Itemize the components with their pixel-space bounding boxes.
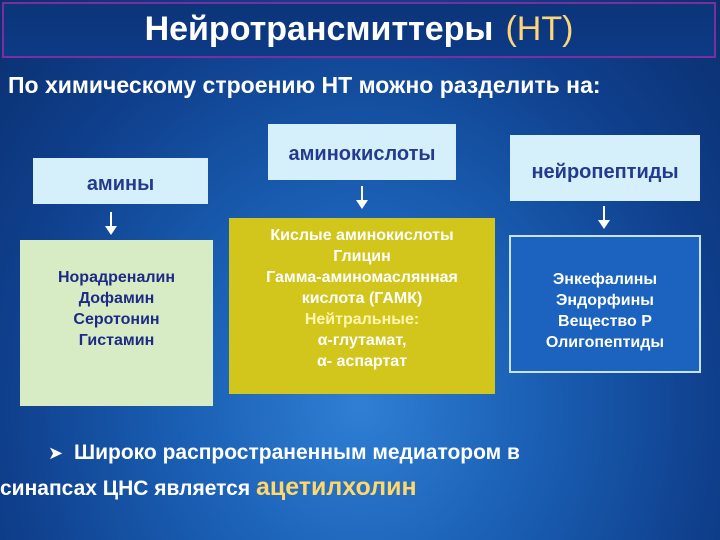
list-item: α- аспартат <box>316 353 408 370</box>
category-neuropeptides: нейропептиды <box>510 135 700 201</box>
category-amino-acids: аминокислоты <box>268 124 456 180</box>
slide-title <box>4 10 714 49</box>
list-item: Гамма-аминомасляннaя <box>266 269 458 286</box>
bullet-line-1: Широко распространенным медиатором в <box>74 441 520 464</box>
arrowhead-bullet-icon: ➤ <box>48 443 64 463</box>
list-item: Глицин <box>333 248 391 265</box>
title-abbr: (НТ) <box>505 10 574 48</box>
list-item: Дофамин <box>78 290 155 307</box>
down-arrow-icon <box>598 206 610 230</box>
list-item: кислота (ГАМК) <box>301 290 423 307</box>
intro-text: По химическому строению НТ можно разделить на: <box>8 72 601 98</box>
bullet-line-2: синапсах ЦНС является <box>0 477 251 500</box>
list-item: Кислые аминокислоты <box>270 227 454 244</box>
neuropeptides-list-box <box>509 235 701 373</box>
list-item: Эндорфины <box>556 292 654 309</box>
down-arrow-icon <box>356 186 368 210</box>
list-item: Серотонин <box>73 311 160 328</box>
list-item: Олигопептиды <box>545 334 665 351</box>
list-item: Нейтральные: <box>304 311 420 328</box>
list-item: Вещество Р <box>558 313 652 330</box>
title-bar <box>2 2 716 58</box>
list-item: α-глутамат, <box>317 332 407 349</box>
bullet-note <box>0 436 708 506</box>
down-arrow-icon <box>105 212 117 236</box>
accent-word: ацетилхолин <box>255 473 417 501</box>
title-main: Нейротрансмиттеры <box>144 10 494 48</box>
list-item: Гистамин <box>78 332 155 349</box>
category-amines: амины <box>33 158 208 204</box>
list-item: Энкефалины <box>552 271 658 288</box>
amino-acids-list-box <box>229 218 495 394</box>
list-item: Норадреналин <box>57 269 176 286</box>
amines-list-box <box>20 240 213 406</box>
